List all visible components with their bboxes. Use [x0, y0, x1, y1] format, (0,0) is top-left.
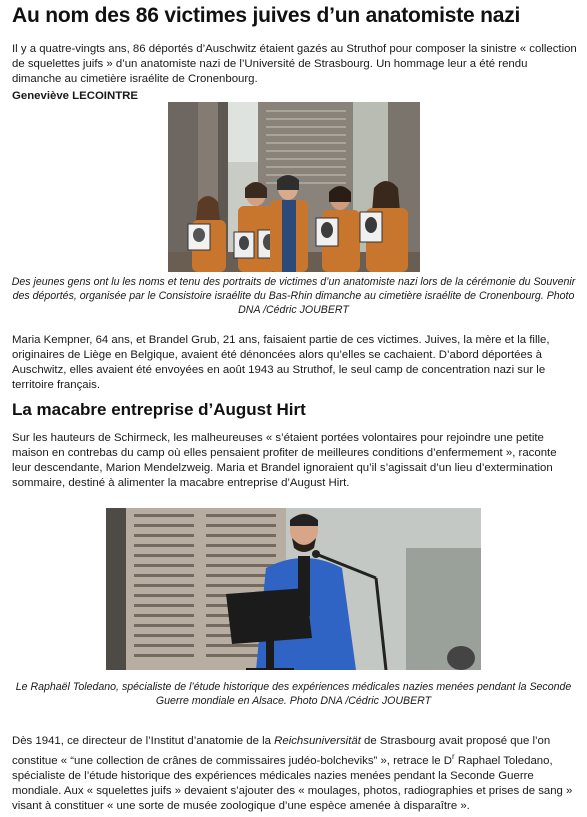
article-author: Geneviève LECOINTRE [12, 90, 138, 102]
photo-ceremony-caption: Des jeunes gens ont lu les noms et tenu des portraits de victimes d’un anatomiste nazi lors de la cérémonie du Souvenir des déportés, organisée par le Consistoire israélite du Bas-Rhin dimanche au cimetière israélite de Cronenbourg. Photo DNA /Cédric JOUBERT [11, 276, 576, 316]
photo-speaker-image [106, 508, 481, 670]
article-subtitle: La macabre entreprise d’August Hirt [12, 400, 306, 419]
photo-ceremony-youth-image [168, 102, 420, 272]
article-lead: Il y a quatre-vingts ans, 86 déportés d’Auschwitz étaient gazés au Struthof pour composer la sinistre « collection de squelettes juifs » d’un anatomiste nazi de l’Université de Strasbourg. Un hommage leur a été rendu dimanche au cimetière israélite de Cronenbourg. [12, 43, 577, 85]
article-title: Au nom des 86 victimes juives d’un anatomiste nazi [12, 4, 521, 27]
paragraph-3-part-c: Raphael Toledano, spécialiste de l’étude historique des expériences médicales nazies menées pendant la Seconde Guerre mondiale. Aux « squelettes juifs » devaient s’ajouter des « moulages, photos, radiographies et prises de sang » visant à constituer « une sorte de musée zoologique d’une espèce amenée à disparaître ». [12, 754, 573, 812]
photo-ceremony-youth [168, 102, 420, 272]
paragraph-3-superscript: r [452, 752, 455, 761]
paragraph-3-part-b: de Strasbourg avait proposé que l’on constitue « “une collection de crânes de commissaires judéo-bolcheviks” », retrace le D [12, 735, 551, 767]
article-paragraph-2: Sur les hauteurs de Schirmeck, les malheureuses « s’étaient portées volontaires pour rejoindre une petite maison en contrebas du camp où elles pensaient profiter de meilleures conditions d’enfermement », raconte leur descendante, Marion Mendelzweig. Maria et Brandel ignoraient qu’il s’agissait d’un lieu d’extermination sommaire, destiné à alimenter la macabre entreprise d’August Hirt. [12, 432, 557, 489]
photo-speaker-caption: Le Raphaël Toledano, spécialiste de l’étude historique des expériences médicales nazies menées pendant la Seconde Guerre mondiale en Alsace. Photo DNA /Cédric JOUBERT [15, 681, 572, 707]
article-paragraph-3 [12, 734, 577, 814]
paragraph-3-part-a: Dès 1941, ce directeur de l’Institut d’anatomie de la [12, 735, 275, 747]
paragraph-3-emphasis: Reichsuniversität [274, 735, 361, 747]
article-paragraph-1: Maria Kempner, 64 ans, et Brandel Grub, 21 ans, faisaient partie de ces victimes. Juives, la mère et la fille, originaires de Liège en Belgique, avaient été dénoncées alors qu’elles se cachaient. D’abord déportées à Auschwitz, elles avaient été envoyées en août 1943 au Struthof, le seul camp de concentration nazi sur le territoire français. [12, 334, 550, 391]
photo-speaker [106, 508, 481, 670]
